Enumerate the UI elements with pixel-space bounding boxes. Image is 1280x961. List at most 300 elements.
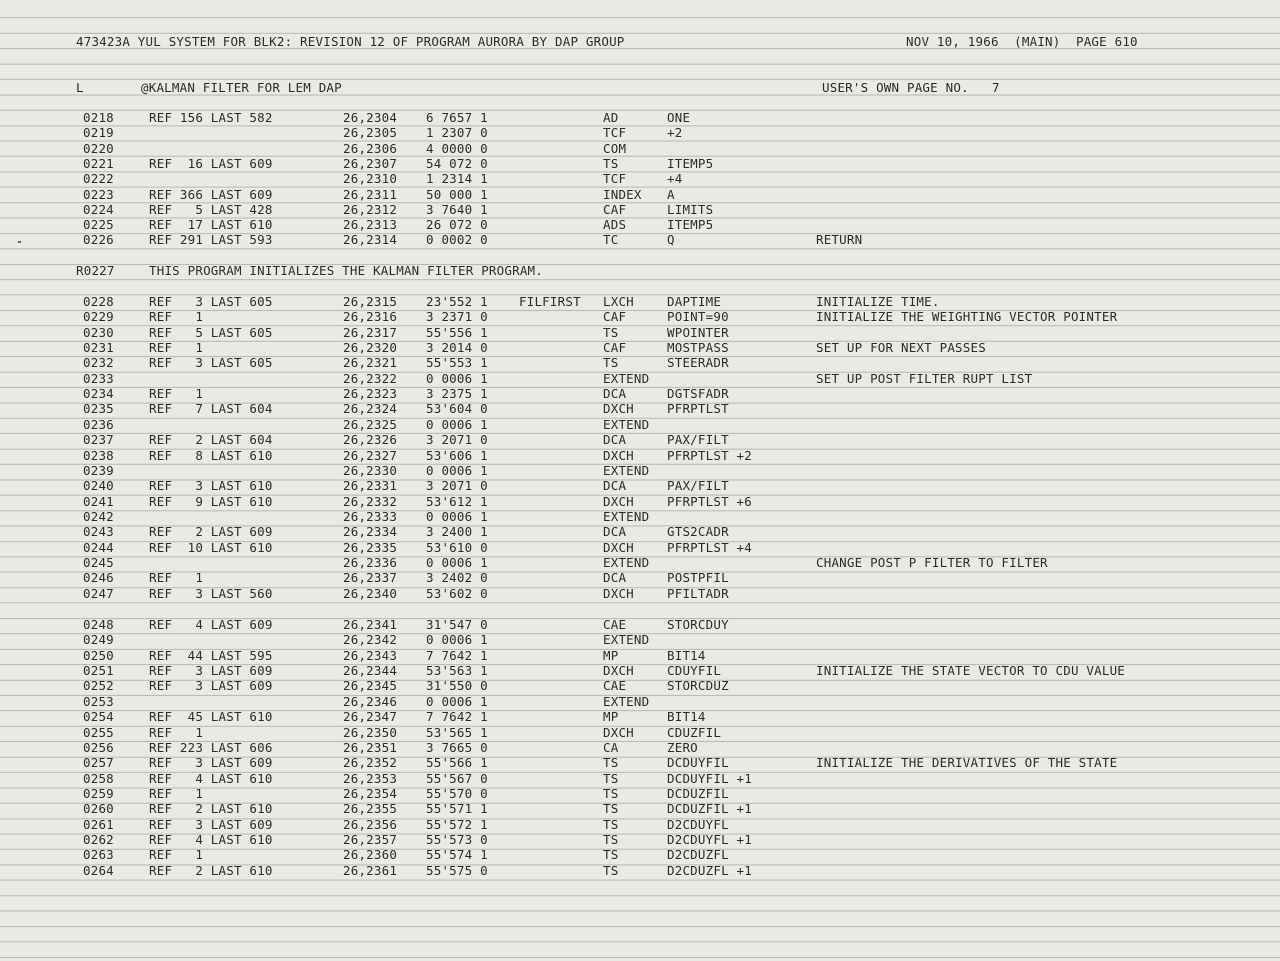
listing-row [0, 509, 1280, 524]
line-number: 0237 [83, 432, 114, 448]
line-number: 0245 [83, 555, 114, 570]
line-number: 0231 [83, 340, 114, 356]
operand: CDUZFIL [667, 724, 722, 740]
line-number: 0238 [83, 447, 114, 463]
memory-address: 26,2356 [343, 816, 398, 832]
listing-row [0, 694, 1280, 709]
line-number: 0233 [83, 370, 114, 386]
cross-reference: REF 4 LAST 610 [149, 770, 273, 786]
opcode: CAE [603, 617, 627, 632]
cross-reference: REF 1 [149, 847, 204, 863]
operand: PFRPTLST +6 [667, 493, 752, 509]
cross-reference: REF 16 LAST 609 [149, 155, 273, 171]
listing-row [0, 832, 1280, 847]
operand: PFRPTLST +4 [667, 539, 752, 555]
opcode: EXTEND [603, 555, 650, 570]
cross-reference: REF 5 LAST 428 [149, 201, 273, 217]
line-number: 0261 [83, 816, 114, 832]
line-number: 0262 [83, 831, 114, 847]
line-number: 0258 [83, 770, 114, 786]
opcode: TS [603, 755, 619, 771]
line-number: 0256 [83, 739, 114, 755]
line-number: 0222 [83, 171, 114, 187]
cross-reference: REF 3 LAST 609 [149, 816, 273, 832]
line-number: 0257 [83, 755, 114, 771]
line-number: 0235 [83, 401, 114, 417]
line-number: 0244 [83, 539, 114, 555]
opcode: DXCH [603, 663, 634, 678]
line-number: 0239 [83, 462, 114, 478]
line-number: 0263 [83, 847, 114, 863]
listing-row [0, 232, 1280, 247]
margin-mark [18, 241, 21, 243]
remark-text: THIS PROGRAM INITIALIZES THE KALMAN FILTER PROGRAM. [149, 263, 544, 278]
memory-address: 26,2355 [343, 801, 398, 817]
machine-code: 55'556 1 [426, 324, 488, 340]
operand: ONE [667, 110, 691, 125]
machine-code: 26 072 0 [426, 217, 488, 233]
machine-code: 53'612 1 [426, 493, 488, 509]
opcode: EXTEND [603, 370, 650, 386]
line-number: 0247 [83, 585, 114, 601]
operand: D2CDUYFL [667, 816, 729, 832]
listing-row [0, 863, 1280, 878]
comment: RETURN [816, 232, 863, 248]
opcode: TS [603, 770, 619, 786]
operand: BIT14 [667, 709, 706, 725]
machine-code: 55'575 0 [426, 862, 488, 878]
memory-address: 26,2320 [343, 340, 398, 356]
machine-code: 3 2371 0 [426, 309, 488, 325]
opcode: TS [603, 801, 619, 817]
listing-row [0, 786, 1280, 801]
machine-code: 3 2071 0 [426, 478, 488, 494]
listing-row [0, 171, 1280, 186]
opcode: DCA [603, 432, 627, 448]
operand: DGTSFADR [667, 386, 729, 402]
machine-code: 1 2307 0 [426, 125, 488, 141]
opcode: INDEX [603, 186, 642, 202]
memory-address: 26,2314 [343, 232, 398, 248]
listing-row [0, 494, 1280, 509]
memory-address: 26,2344 [343, 663, 398, 678]
cross-reference: REF 2 LAST 604 [149, 432, 273, 448]
cross-reference: REF 1 [149, 724, 204, 740]
remark-line [0, 263, 1280, 278]
line-number: 0221 [83, 155, 114, 171]
comment: SET UP FOR NEXT PASSES [816, 340, 986, 356]
machine-code: 1 2314 1 [426, 171, 488, 187]
cross-reference: REF 44 LAST 595 [149, 647, 273, 663]
cross-reference: REF 3 LAST 560 [149, 585, 273, 601]
opcode: DCA [603, 524, 627, 540]
memory-address: 26,2334 [343, 524, 398, 540]
listing-row [0, 417, 1280, 432]
cross-reference: REF 3 LAST 609 [149, 755, 273, 771]
memory-address: 26,2350 [343, 724, 398, 740]
memory-address: 26,2323 [343, 386, 398, 402]
machine-code: 0 0006 1 [426, 370, 488, 386]
memory-address: 26,2360 [343, 847, 398, 863]
line-number: 0229 [83, 309, 114, 325]
cross-reference: REF 4 LAST 609 [149, 617, 273, 632]
opcode: TS [603, 847, 619, 863]
comment: INITIALIZE THE WEIGHTING VECTOR POINTER [816, 309, 1118, 325]
opcode: DXCH [603, 539, 634, 555]
cross-reference: REF 45 LAST 610 [149, 709, 273, 725]
machine-code: 3 7665 0 [426, 739, 488, 755]
opcode: TCF [603, 125, 627, 141]
machine-code: 7 7642 1 [426, 647, 488, 663]
opcode: MP [603, 647, 619, 663]
operand: POINT=90 [667, 309, 729, 325]
memory-address: 26,2352 [343, 755, 398, 771]
machine-code: 55'570 0 [426, 785, 488, 801]
opcode: DCA [603, 386, 627, 402]
line-number: 0253 [83, 693, 114, 709]
memory-address: 26,2307 [343, 155, 398, 171]
listing-row [0, 187, 1280, 202]
operand: +2 [667, 125, 683, 141]
memory-address: 26,2322 [343, 370, 398, 386]
header-left: 473423A YUL SYSTEM FOR BLK2: REVISION 12 OF PROGRAM AURORA BY DAP GROUP [76, 34, 625, 49]
machine-code: 53'563 1 [426, 663, 488, 678]
memory-address: 26,2331 [343, 478, 398, 494]
operand: ITEMP5 [667, 217, 714, 233]
listing-row [0, 325, 1280, 340]
memory-address: 26,2337 [343, 570, 398, 586]
memory-address: 26,2361 [343, 862, 398, 878]
opcode: CAE [603, 678, 627, 694]
machine-code: 3 2071 0 [426, 432, 488, 448]
machine-code: 53'606 1 [426, 447, 488, 463]
machine-code: 53'602 0 [426, 585, 488, 601]
cross-reference: REF 7 LAST 604 [149, 401, 273, 417]
line-number: 0246 [83, 570, 114, 586]
line-number: 0255 [83, 724, 114, 740]
cross-reference: REF 3 LAST 605 [149, 294, 273, 309]
line-number: 0223 [83, 186, 114, 202]
operand: DCDUYFIL +1 [667, 770, 752, 786]
operand: GTS2CADR [667, 524, 729, 540]
listing-row [0, 801, 1280, 816]
opcode: DXCH [603, 447, 634, 463]
memory-address: 26,2354 [343, 785, 398, 801]
memory-address: 26,2325 [343, 416, 398, 432]
cross-reference: REF 1 [149, 309, 204, 325]
remark-number: R0227 [76, 263, 115, 278]
line-number: 0249 [83, 632, 114, 648]
opcode: TS [603, 831, 619, 847]
opcode: EXTEND [603, 508, 650, 524]
line-number: 0218 [83, 110, 114, 125]
operand: CDUYFIL [667, 663, 722, 678]
operand: DCDUZFIL [667, 785, 729, 801]
memory-address: 26,2315 [343, 294, 398, 309]
opcode: ADS [603, 217, 627, 233]
cross-reference: REF 9 LAST 610 [149, 493, 273, 509]
cross-reference: REF 2 LAST 610 [149, 801, 273, 817]
memory-address: 26,2347 [343, 709, 398, 725]
listing-row [0, 386, 1280, 401]
machine-code: 0 0006 1 [426, 555, 488, 570]
line-number: 0219 [83, 125, 114, 141]
cross-reference: REF 223 LAST 606 [149, 739, 273, 755]
operand: MOSTPASS [667, 340, 729, 356]
cross-reference: REF 1 [149, 570, 204, 586]
memory-address: 26,2343 [343, 647, 398, 663]
cross-reference: REF 4 LAST 610 [149, 831, 273, 847]
cross-reference: REF 1 [149, 340, 204, 356]
opcode: TS [603, 355, 619, 371]
memory-address: 26,2304 [343, 110, 398, 125]
cross-reference: REF 366 LAST 609 [149, 186, 273, 202]
listing-row [0, 202, 1280, 217]
listing-row [0, 771, 1280, 786]
line-number: 0234 [83, 386, 114, 402]
listing-row [0, 524, 1280, 539]
line-number: 0252 [83, 678, 114, 694]
machine-code: 50 000 1 [426, 186, 488, 202]
machine-code: 31'547 0 [426, 617, 488, 632]
listing-row [0, 617, 1280, 632]
opcode: EXTEND [603, 693, 650, 709]
memory-address: 26,2351 [343, 739, 398, 755]
memory-address: 26,2345 [343, 678, 398, 694]
operand: STORCDUY [667, 617, 729, 632]
cross-reference: REF 10 LAST 610 [149, 539, 273, 555]
opcode: DXCH [603, 493, 634, 509]
listing-row [0, 678, 1280, 693]
machine-code: 7 7642 1 [426, 709, 488, 725]
memory-address: 26,2321 [343, 355, 398, 371]
listing-row [0, 340, 1280, 355]
listing-row [0, 401, 1280, 416]
cross-reference: REF 3 LAST 610 [149, 478, 273, 494]
operand: PFRPTLST +2 [667, 447, 752, 463]
cross-reference: REF 2 LAST 609 [149, 524, 273, 540]
machine-code: 6 7657 1 [426, 110, 488, 125]
memory-address: 26,2306 [343, 140, 398, 156]
cross-reference: REF 1 [149, 785, 204, 801]
cross-reference: REF 3 LAST 605 [149, 355, 273, 371]
operand: STORCDUZ [667, 678, 729, 694]
header-right: NOV 10, 1966 (MAIN) PAGE 610 [906, 34, 1138, 49]
memory-address: 26,2312 [343, 201, 398, 217]
listing-row [0, 586, 1280, 601]
machine-code: 31'550 0 [426, 678, 488, 694]
listing-row [0, 817, 1280, 832]
memory-address: 26,2316 [343, 309, 398, 325]
line-number: 0225 [83, 217, 114, 233]
operand: D2CDUZFL +1 [667, 862, 752, 878]
cross-reference: REF 291 LAST 593 [149, 232, 273, 248]
listing-row [0, 217, 1280, 232]
memory-address: 26,2357 [343, 831, 398, 847]
listing-row [0, 156, 1280, 171]
line-number: 0264 [83, 862, 114, 878]
listing-row [0, 570, 1280, 585]
comment: INITIALIZE TIME. [816, 294, 940, 309]
cross-reference: REF 17 LAST 610 [149, 217, 273, 233]
machine-code: 55'553 1 [426, 355, 488, 371]
opcode: TS [603, 155, 619, 171]
opcode: TCF [603, 171, 627, 187]
line-number: 0230 [83, 324, 114, 340]
listing-row [0, 432, 1280, 447]
operand: Q [667, 232, 675, 248]
machine-code: 55'574 1 [426, 847, 488, 863]
operand: DAPTIME [667, 294, 722, 309]
memory-address: 26,2305 [343, 125, 398, 141]
listing-row [0, 463, 1280, 478]
operand: WPOINTER [667, 324, 729, 340]
opcode: LXCH [603, 294, 634, 309]
cross-reference: REF 3 LAST 609 [149, 678, 273, 694]
opcode: EXTEND [603, 416, 650, 432]
memory-address: 26,2324 [343, 401, 398, 417]
line-number: 0251 [83, 663, 114, 678]
opcode: TS [603, 785, 619, 801]
line-number: 0220 [83, 140, 114, 156]
memory-address: 26,2335 [343, 539, 398, 555]
machine-code: 55'567 0 [426, 770, 488, 786]
memory-address: 26,2310 [343, 171, 398, 187]
opcode: MP [603, 709, 619, 725]
opcode: CAF [603, 309, 627, 325]
line-number: 0250 [83, 647, 114, 663]
line-number: 0241 [83, 493, 114, 509]
cross-reference: REF 5 LAST 605 [149, 324, 273, 340]
listing-row [0, 309, 1280, 324]
machine-code: 55'573 0 [426, 831, 488, 847]
listing-row [0, 555, 1280, 570]
opcode: COM [603, 140, 627, 156]
cross-reference: REF 3 LAST 609 [149, 663, 273, 678]
operand: LIMITS [667, 201, 714, 217]
opcode: DCA [603, 478, 627, 494]
memory-address: 26,2342 [343, 632, 398, 648]
machine-code: 53'604 0 [426, 401, 488, 417]
line-number: 0236 [83, 416, 114, 432]
memory-address: 26,2313 [343, 217, 398, 233]
machine-code: 0 0006 1 [426, 508, 488, 524]
line-number: 0226 [83, 232, 114, 248]
listing-row [0, 632, 1280, 647]
listing-row [0, 478, 1280, 493]
listing-row [0, 663, 1280, 678]
listing-row [0, 740, 1280, 755]
line-number: 0228 [83, 294, 114, 309]
opcode: DXCH [603, 401, 634, 417]
operand: A [667, 186, 675, 202]
operand: DCDUYFIL [667, 755, 729, 771]
listing-row [0, 648, 1280, 663]
machine-code: 3 2014 0 [426, 340, 488, 356]
listing-row [0, 141, 1280, 156]
machine-code: 0 0006 1 [426, 693, 488, 709]
operand: PFILTADR [667, 585, 729, 601]
machine-code: 55'571 1 [426, 801, 488, 817]
comment: SET UP POST FILTER RUPT LIST [816, 370, 1033, 386]
line-number: 0240 [83, 478, 114, 494]
machine-code: 0 0006 1 [426, 416, 488, 432]
line-number: 0243 [83, 524, 114, 540]
listing-row [0, 355, 1280, 370]
memory-address: 26,2340 [343, 585, 398, 601]
machine-code: 4 0000 0 [426, 140, 488, 156]
opcode: CAF [603, 201, 627, 217]
memory-address: 26,2330 [343, 462, 398, 478]
memory-address: 26,2333 [343, 508, 398, 524]
opcode: CA [603, 739, 619, 755]
opcode: TS [603, 862, 619, 878]
line-number: 0248 [83, 617, 114, 632]
memory-address: 26,2326 [343, 432, 398, 448]
machine-code: 0 0002 0 [426, 232, 488, 248]
machine-code: 0 0006 1 [426, 462, 488, 478]
opcode: TS [603, 324, 619, 340]
opcode: DXCH [603, 585, 634, 601]
listing-row [0, 110, 1280, 125]
operand: ITEMP5 [667, 155, 714, 171]
machine-code: 55'566 1 [426, 755, 488, 771]
memory-address: 26,2317 [343, 324, 398, 340]
listing-row [0, 755, 1280, 770]
line-number: 0232 [83, 355, 114, 371]
machine-code: 3 7640 1 [426, 201, 488, 217]
location-label: FILFIRST [519, 294, 581, 309]
operand: PFRPTLST [667, 401, 729, 417]
opcode: EXTEND [603, 462, 650, 478]
machine-code: 54 072 0 [426, 155, 488, 171]
memory-address: 26,2341 [343, 617, 398, 632]
opcode: CAF [603, 340, 627, 356]
listing-row [0, 725, 1280, 740]
line-number: 0242 [83, 508, 114, 524]
operand: PAX/FILT [667, 432, 729, 448]
machine-code: 3 2402 0 [426, 570, 488, 586]
operand: POSTPFIL [667, 570, 729, 586]
comment: CHANGE POST P FILTER TO FILTER [816, 555, 1048, 570]
listing-row [0, 125, 1280, 140]
operand: D2CDUYFL +1 [667, 831, 752, 847]
operand: DCDUZFIL +1 [667, 801, 752, 817]
line-number: 0260 [83, 801, 114, 817]
cross-reference: REF 1 [149, 386, 204, 402]
opcode: TC [603, 232, 619, 248]
memory-address: 26,2332 [343, 493, 398, 509]
comment: INITIALIZE THE STATE VECTOR TO CDU VALUE [816, 663, 1126, 678]
listing-row [0, 371, 1280, 386]
machine-code: 3 2375 1 [426, 386, 488, 402]
opcode: TS [603, 816, 619, 832]
cross-reference: REF 2 LAST 610 [149, 862, 273, 878]
line-number: 0254 [83, 709, 114, 725]
machine-code: 3 2400 1 [426, 524, 488, 540]
opcode: DCA [603, 570, 627, 586]
machine-code: 53'565 1 [426, 724, 488, 740]
section-label: L [76, 80, 84, 95]
cross-reference: REF 8 LAST 610 [149, 447, 273, 463]
memory-address: 26,2346 [343, 693, 398, 709]
line-number: 0224 [83, 201, 114, 217]
page-header [0, 34, 1280, 49]
operand: STEERADR [667, 355, 729, 371]
listing-row [0, 847, 1280, 862]
cross-reference: REF 156 LAST 582 [149, 110, 273, 125]
machine-code: 55'572 1 [426, 816, 488, 832]
